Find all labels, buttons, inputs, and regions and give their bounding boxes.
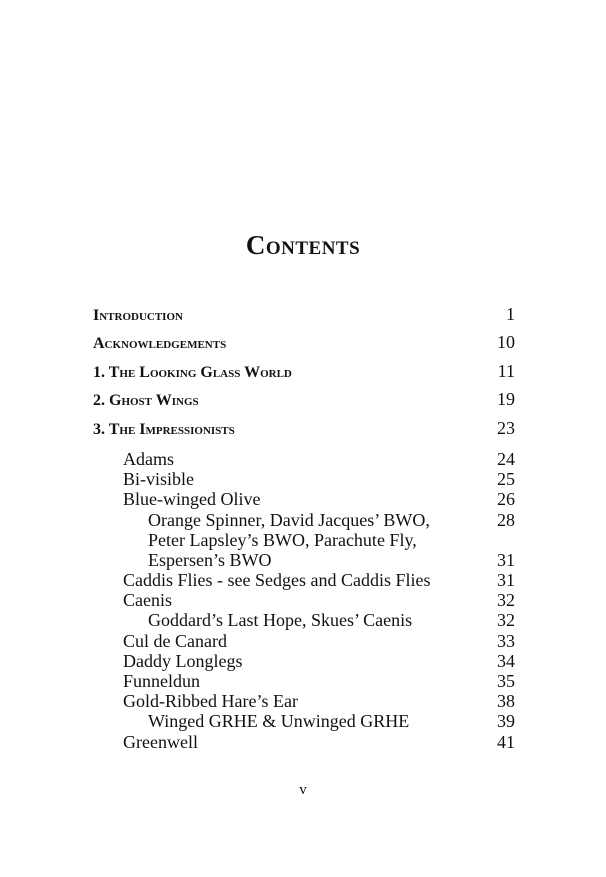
toc-entry-caenis[interactable] [93, 590, 515, 610]
entry-page-number: 24 [497, 448, 515, 469]
chapter-title: 2. Ghost Wings [93, 392, 199, 410]
entry-page-number: 31 [497, 570, 515, 591]
toc-chapter-acknowledgements[interactable] [93, 332, 515, 360]
entry-page-number: 41 [497, 731, 515, 752]
toc-entry-funneldun[interactable] [93, 671, 515, 691]
entry-label: Funneldun [123, 671, 201, 692]
toc-entry-espersen[interactable] [93, 550, 515, 570]
chapter-title: Introduction [93, 307, 183, 324]
toc-subentry-list [93, 449, 515, 752]
entry-page-number: 26 [497, 489, 515, 510]
entry-label: Cul de Canard [123, 630, 227, 651]
entry-page-number: 38 [497, 691, 515, 712]
toc-entry-winged-grhe[interactable] [93, 711, 515, 731]
entry-label: Orange Spinner, David Jacques’ BWO, [148, 509, 430, 530]
entry-label: Daddy Longlegs [123, 650, 243, 671]
chapter-title: 3. The Impressionists [93, 420, 235, 438]
entry-label: Espersen’s BWO [148, 549, 272, 570]
chapter-title: 1. The Looking Glass World [93, 363, 292, 381]
entry-page-number: 32 [497, 590, 515, 611]
entry-label: Greenwell [123, 731, 198, 752]
entry-page-number: 25 [497, 469, 515, 490]
chapter-page-number: 1 [506, 304, 515, 324]
entry-page-number: 35 [497, 671, 515, 692]
entry-label: Gold-Ribbed Hare’s Ear [123, 691, 298, 712]
toc-chapter-looking-glass-world[interactable] [93, 361, 515, 389]
chapter-page-number: 19 [497, 389, 515, 410]
chapter-page-number: 11 [497, 360, 515, 381]
entry-page-number: 39 [497, 711, 515, 732]
page-number-folio: v [299, 782, 307, 798]
toc-chapter-ghost-wings[interactable] [93, 389, 515, 417]
toc-entry-goddards-last-hope[interactable] [93, 610, 515, 630]
entry-label: Adams [123, 448, 174, 469]
entry-label: Bi-visible [123, 469, 194, 490]
toc-entry-caddis-flies[interactable] [93, 570, 515, 590]
toc-entry-blue-winged-olive[interactable] [93, 489, 515, 509]
toc-entry-gold-ribbed-hares-ear[interactable] [93, 691, 515, 711]
chapter-page-number: 10 [497, 332, 515, 353]
entry-page-number: 28 [497, 509, 515, 530]
entry-label: Blue-winged Olive [123, 489, 261, 510]
entry-label: Peter Lapsley’s BWO, Parachute Fly, [148, 529, 417, 550]
table-of-contents [93, 300, 515, 752]
toc-entry-cul-de-canard[interactable] [93, 631, 515, 651]
toc-entry-greenwell[interactable] [93, 732, 515, 752]
toc-entry-bi-visible[interactable] [93, 469, 515, 489]
chapter-page-number: 23 [497, 417, 515, 438]
entry-label: Goddard’s Last Hope, Skues’ Caenis [148, 610, 413, 631]
entry-label: Caenis [123, 590, 172, 611]
page-title: Contents [245, 230, 361, 260]
chapter-title: Acknowledgements [93, 335, 227, 353]
entry-page-number: 31 [497, 549, 515, 570]
toc-entry-peter-lapsley[interactable] [93, 530, 515, 550]
entry-label: Caddis Flies - see Sedges and Caddis Flies [123, 570, 431, 591]
toc-entry-adams[interactable] [93, 449, 515, 469]
entry-page-number: 32 [497, 610, 515, 631]
toc-chapter-impressionists[interactable] [93, 418, 515, 446]
entry-page-number: 34 [497, 650, 515, 671]
toc-entry-daddy-longlegs[interactable] [93, 651, 515, 671]
toc-entry-orange-spinner[interactable] [93, 510, 515, 530]
entry-label: Winged GRHE & Unwinged GRHE [148, 711, 410, 732]
toc-chapter-introduction[interactable] [93, 304, 515, 332]
entry-page-number: 33 [497, 630, 515, 651]
